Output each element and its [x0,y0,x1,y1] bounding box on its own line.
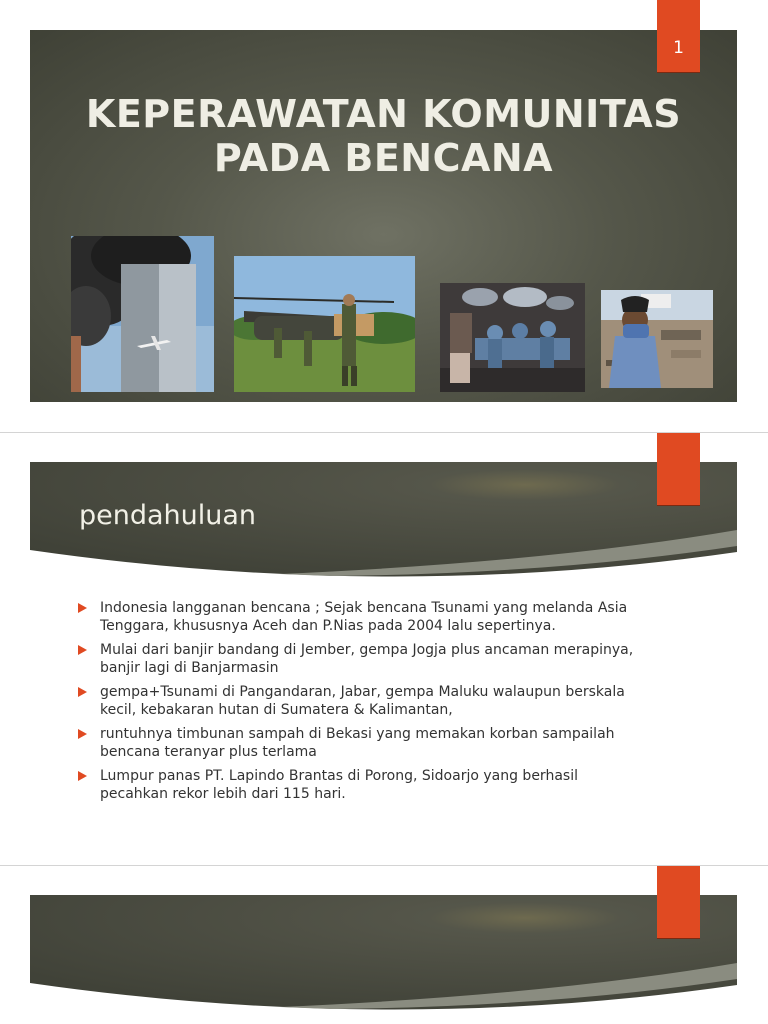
title-line-1: KEPERAWATAN KOMUNITAS [85,92,682,136]
bullet-text: Lumpur panas PT. Lapindo Brantas di Porong, Sidoarjo yang berhasil pecahkan rekor lebih dari 115 hari. [100,768,578,802]
bullet-text: Indonesia langganan bencana ; Sejak bencana Tsunami yang melanda Asia Tenggara, khususnya Aceh dan P.Nias pada 2004 lalu sepertinya. [100,600,628,634]
bullet-item [78,642,638,677]
bullet-item [78,768,638,803]
bullet-item [78,684,638,719]
slide-2-title: pendahuluan [79,500,257,531]
bullet-text: runtuhnya timbunan sampah di Bekasi yang memakan korban sampailah bencana teranyar plus terlama [100,726,615,760]
bullet-item [78,600,638,635]
photo-helicopter-aid [234,256,415,392]
bullet-text: Mulai dari banjir bandang di Jember, gempa Jogja plus ancaman merapinya, banjir lagi di Banjarmasin [100,642,634,676]
slide-1-accent-tab [657,0,700,73]
slide-divider-2 [0,865,768,866]
bullet-arrow-icon [78,771,87,781]
bullet-item [78,726,638,761]
slide-number: 1 [673,38,684,58]
slide-3-accent-tab [657,866,700,939]
slide-1-title [30,92,737,180]
slide-2-accent-tab [657,433,700,506]
slide-divider-1 [0,432,768,433]
bullet-arrow-icon [78,729,87,739]
bullet-text: gempa+Tsunami di Pangandaran, Jabar, gempa Maluku walaupun berskala kecil, kebakaran hutan di Sumatera & Kalimantan, [100,684,625,718]
slide-3-header-banner [30,895,737,1011]
bullet-list [78,600,638,810]
bullet-arrow-icon [78,687,87,697]
bullet-arrow-icon [78,603,87,613]
photo-tower-attack [71,236,214,392]
photo-tsunami-survivor [601,290,713,388]
title-line-2: PADA BENCANA [213,136,554,180]
bullet-arrow-icon [78,645,87,655]
photo-operating-room [440,283,585,392]
